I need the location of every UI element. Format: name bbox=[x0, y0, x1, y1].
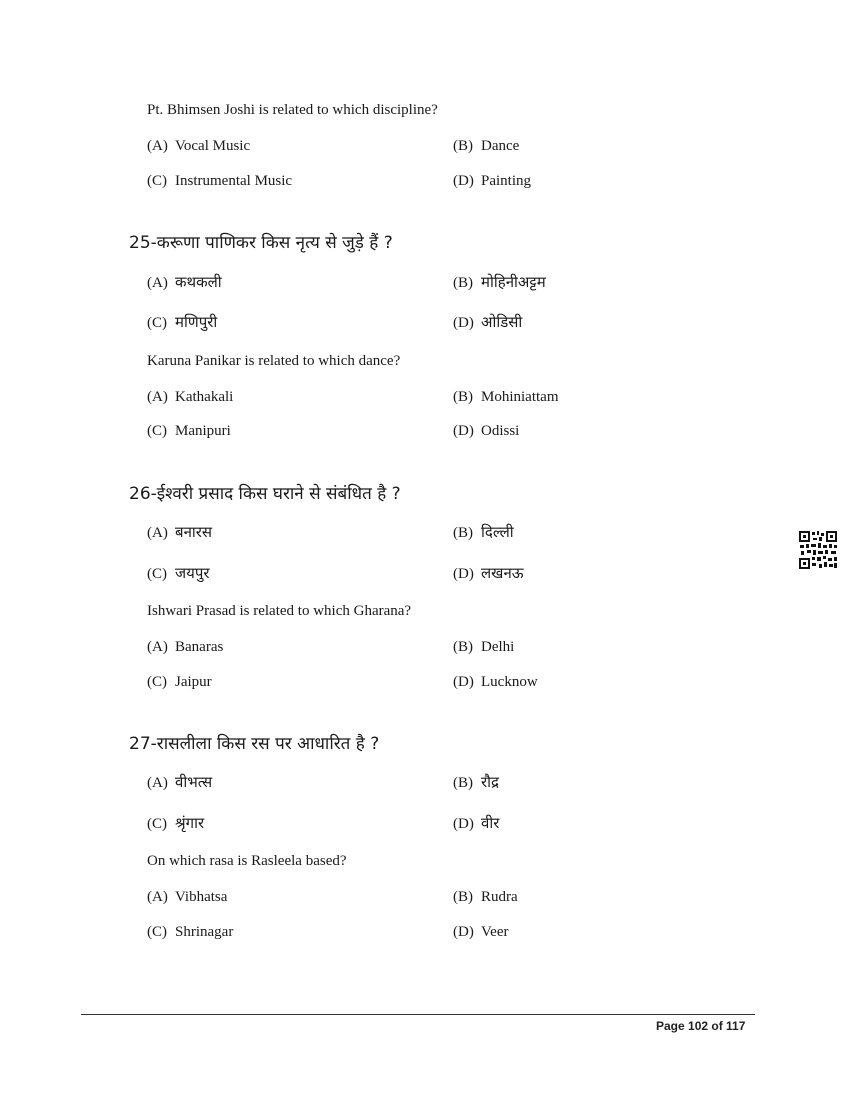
option-text: वीर bbox=[481, 814, 500, 832]
question-26-english: Ishwari Prasad is related to which Gharana? bbox=[147, 603, 412, 619]
q25-hindi-option-c bbox=[147, 312, 217, 332]
q26-hindi-option-b bbox=[453, 522, 514, 542]
q26-hindi-option-c bbox=[147, 563, 210, 583]
q27-hindi-option-c bbox=[147, 813, 204, 833]
q25-option-b bbox=[453, 388, 559, 406]
option-text: मणिपुरी bbox=[175, 313, 218, 331]
option-text: Lucknow bbox=[481, 674, 538, 690]
option-text: Jaipur bbox=[175, 674, 212, 690]
option-text: Banaras bbox=[175, 639, 224, 655]
option-text: Manipuri bbox=[175, 423, 231, 439]
option-text: लखनऊ bbox=[481, 564, 524, 582]
option-label: (D) bbox=[453, 566, 474, 582]
q25-option-d bbox=[453, 422, 519, 440]
option-text: Dance bbox=[481, 138, 520, 154]
option-label: (A) bbox=[147, 525, 168, 541]
option-text: Shrinagar bbox=[175, 924, 234, 940]
option-label: (D) bbox=[453, 816, 474, 832]
option-text: Kathakali bbox=[175, 389, 234, 405]
q26-option-d bbox=[453, 673, 538, 691]
option-text: मोहिनीअट्टम bbox=[481, 273, 546, 291]
qr-code-icon bbox=[798, 530, 838, 570]
q25-hindi-option-b bbox=[453, 272, 546, 292]
q24-option-d bbox=[453, 172, 531, 190]
q27-hindi-option-a bbox=[147, 772, 212, 792]
q26-hindi-option-d bbox=[453, 563, 524, 583]
page-number: Page 102 of 117 bbox=[656, 1019, 746, 1033]
option-label: (A) bbox=[147, 138, 168, 154]
option-text: Instrumental Music bbox=[175, 173, 293, 189]
q24-option-a bbox=[147, 137, 250, 155]
option-text: Veer bbox=[481, 924, 509, 940]
question-24-english: Pt. Bhimsen Joshi is related to which discipline? bbox=[147, 102, 438, 118]
question-27-english: On which rasa is Rasleela based? bbox=[147, 853, 347, 869]
option-label: (B) bbox=[453, 639, 473, 655]
option-text: दिल्ली bbox=[481, 523, 514, 541]
option-label: (B) bbox=[453, 525, 473, 541]
question-25-hindi: 25-करूणा पाणिकर किस नृत्य से जुड़े हैं ? bbox=[129, 233, 393, 253]
option-label: (C) bbox=[147, 674, 167, 690]
q27-hindi-option-b bbox=[453, 772, 499, 792]
question-27-hindi: 27-रासलीला किस रस पर आधारित है ? bbox=[129, 734, 380, 754]
q24-option-c bbox=[147, 172, 292, 190]
option-label: (C) bbox=[147, 423, 167, 439]
option-text: Vibhatsa bbox=[175, 889, 228, 905]
q24-option-b bbox=[453, 137, 519, 155]
q27-option-d bbox=[453, 923, 508, 941]
option-label: (B) bbox=[453, 275, 473, 291]
option-label: (A) bbox=[147, 275, 168, 291]
option-text: Odissi bbox=[481, 423, 520, 439]
option-label: (D) bbox=[453, 924, 474, 940]
q27-option-b bbox=[453, 888, 518, 906]
q26-option-a bbox=[147, 638, 223, 656]
option-text: जयपुर bbox=[175, 564, 210, 582]
q27-hindi-option-d bbox=[453, 813, 499, 833]
q26-hindi-option-a bbox=[147, 522, 212, 542]
option-text: वीभत्स bbox=[175, 773, 213, 791]
question-26-hindi: 26-ईश्वरी प्रसाद किस घराने से संबंधित है ? bbox=[129, 484, 401, 504]
option-text: बनारस bbox=[175, 523, 213, 541]
option-label: (B) bbox=[453, 389, 473, 405]
question-25-english: Karuna Panikar is related to which dance? bbox=[147, 353, 401, 369]
option-text: Delhi bbox=[481, 639, 515, 655]
q25-hindi-option-d bbox=[453, 312, 522, 332]
option-label: (C) bbox=[147, 924, 167, 940]
option-label: (B) bbox=[453, 138, 473, 154]
q27-option-c bbox=[147, 923, 233, 941]
option-label: (A) bbox=[147, 389, 168, 405]
option-label: (D) bbox=[453, 315, 474, 331]
option-label: (C) bbox=[147, 173, 167, 189]
option-label: (D) bbox=[453, 423, 474, 439]
option-label: (B) bbox=[453, 889, 473, 905]
option-text: रौद्र bbox=[481, 773, 499, 791]
q25-option-c bbox=[147, 422, 231, 440]
option-text: Vocal Music bbox=[175, 138, 251, 154]
option-text: श्रृंगार bbox=[175, 814, 205, 832]
option-label: (B) bbox=[453, 775, 473, 791]
option-label: (C) bbox=[147, 816, 167, 832]
option-label: (A) bbox=[147, 889, 168, 905]
option-label: (A) bbox=[147, 639, 168, 655]
option-label: (D) bbox=[453, 674, 474, 690]
q27-option-a bbox=[147, 888, 227, 906]
option-text: कथकली bbox=[175, 273, 222, 291]
q25-option-a bbox=[147, 388, 233, 406]
option-text: Rudra bbox=[481, 889, 518, 905]
option-text: ओडिसी bbox=[481, 313, 523, 331]
option-label: (C) bbox=[147, 315, 167, 331]
option-text: Mohiniattam bbox=[481, 389, 559, 405]
option-text: Painting bbox=[481, 173, 532, 189]
option-label: (A) bbox=[147, 775, 168, 791]
footer-divider bbox=[81, 1014, 755, 1015]
q26-option-c bbox=[147, 673, 212, 691]
q25-hindi-option-a bbox=[147, 272, 222, 292]
q26-option-b bbox=[453, 638, 514, 656]
option-label: (D) bbox=[453, 173, 474, 189]
option-label: (C) bbox=[147, 566, 167, 582]
